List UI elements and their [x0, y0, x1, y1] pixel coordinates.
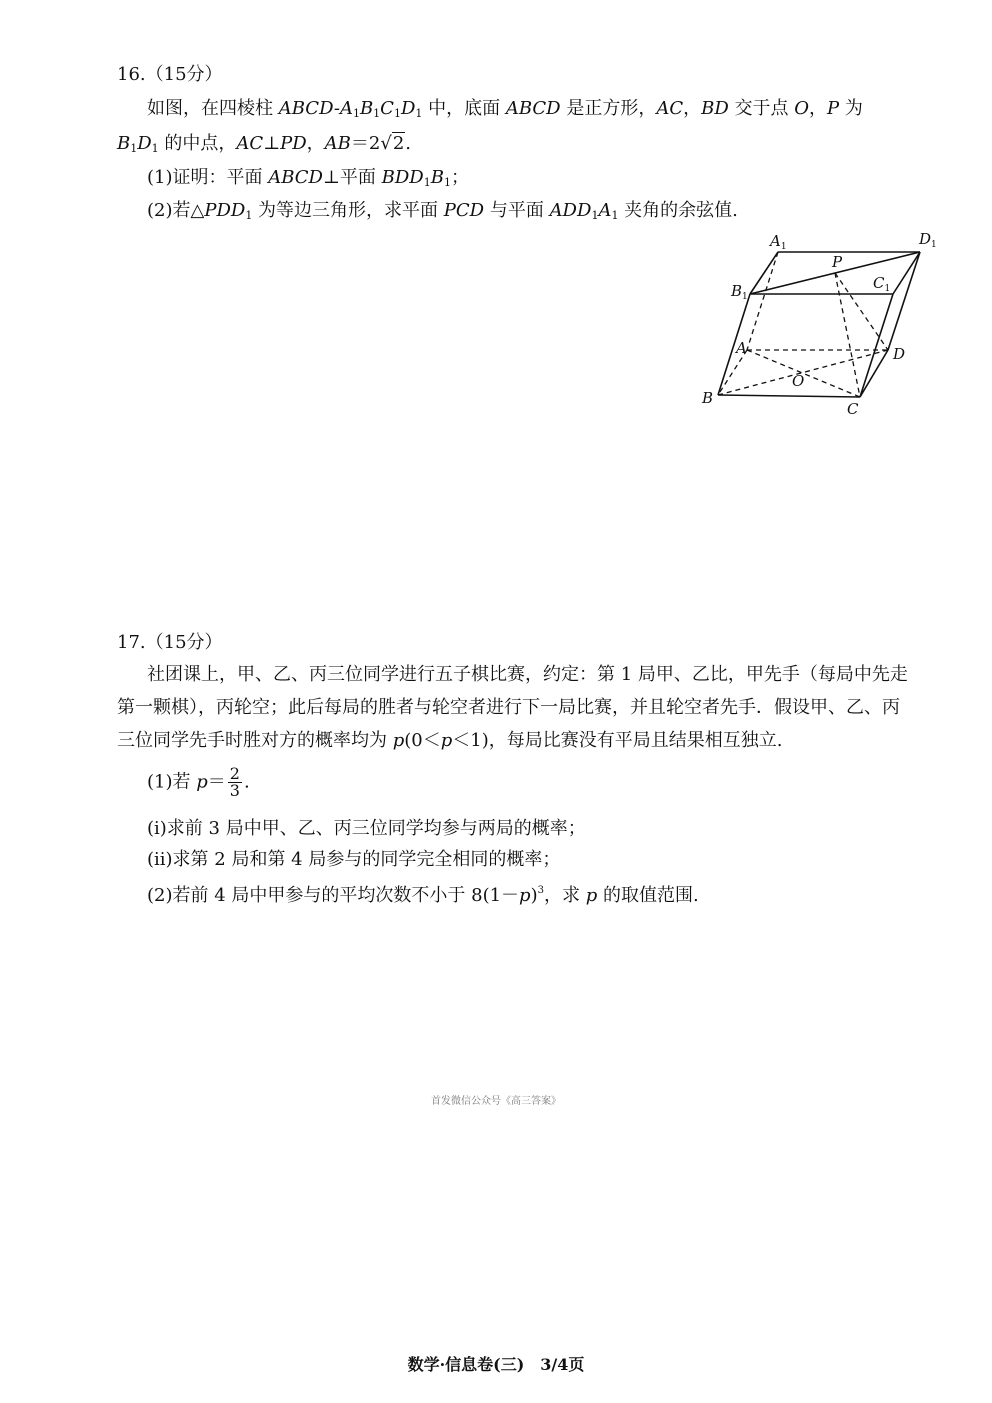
q17-sub2: (2)若前 4 局中甲参与的平均次数不小于 $8(1-p)^3$，求 p 的取值范围. — [147, 885, 699, 906]
label-p: P — [832, 253, 843, 271]
q17-header: 17.（15分） — [117, 632, 223, 653]
label-c1: $C_1$ — [873, 274, 891, 294]
edge-cc1 — [860, 294, 893, 397]
label-b1: $B_1$ — [731, 282, 748, 302]
edge-cd — [860, 350, 888, 397]
q16-line1: 如图，在四棱柱 ABCD-$A_1B_1C_1D_1$ 中，底面 ABCD 是正方形，AC，BD 交于点 O，P 为 — [147, 98, 863, 120]
label-o: O — [792, 372, 805, 390]
q17-sub1-ii: (ⅱ)求第 2 局和第 4 局参与的同学完全相同的概率； — [147, 849, 561, 870]
watermark: 首发微信公众号《高三答案》 — [431, 1096, 561, 1107]
q17-para-line1: 社团课上，甲、乙、丙三位同学进行五子棋比赛，约定：第 1 局甲、乙比，甲先手（每局中先走 — [147, 664, 908, 685]
q16-line2: $B_1D_1$ 的中点，AC⊥PD，AB＝2√2. — [117, 133, 412, 155]
label-a1: $A_1$ — [770, 232, 787, 252]
label-b: B — [702, 389, 714, 407]
q16-header: 16.（15分） — [117, 64, 223, 85]
edge-dd1 — [888, 252, 920, 350]
q17-para-line2: 第一颗棋），丙轮空；此后每局的胜者与轮空者进行下一局比赛，并且轮空者先手．假设甲、乙、丙 — [117, 697, 900, 718]
q16-sub1: (1)证明：平面 ABCD⊥平面 $BDD_1B_1$； — [147, 167, 469, 189]
q17-sub1-i: (ⅰ)求前 3 局中甲、乙、丙三位同学均参与两局的概率； — [147, 818, 586, 839]
prism-figure — [690, 230, 950, 425]
page-footer: 数学·信息卷(三) 3/4页 — [407, 1355, 585, 1374]
label-d1: $D_1$ — [919, 230, 937, 250]
label-d: D — [893, 345, 906, 363]
q17-sub1: (1)若 p＝ $\frac{2}{3}$ . — [147, 764, 250, 800]
q17-para-line3: 三位同学先手时胜对方的概率均为 p(0＜p＜1)，每局比赛没有平局且结果相互独立. — [117, 730, 783, 751]
q16-sub2: (2)若$\triangle PDD_1$ 为等边三角形，求平面 PCD 与平面 $ADD_1A_1$ 夹角的余弦值. — [147, 200, 738, 222]
fraction-two-thirds: $\frac{2}{3}$ — [229, 764, 240, 800]
label-a: A — [736, 339, 747, 357]
edge-aa1 — [747, 252, 778, 350]
label-c: C — [847, 400, 859, 418]
edge-bc — [718, 395, 860, 397]
